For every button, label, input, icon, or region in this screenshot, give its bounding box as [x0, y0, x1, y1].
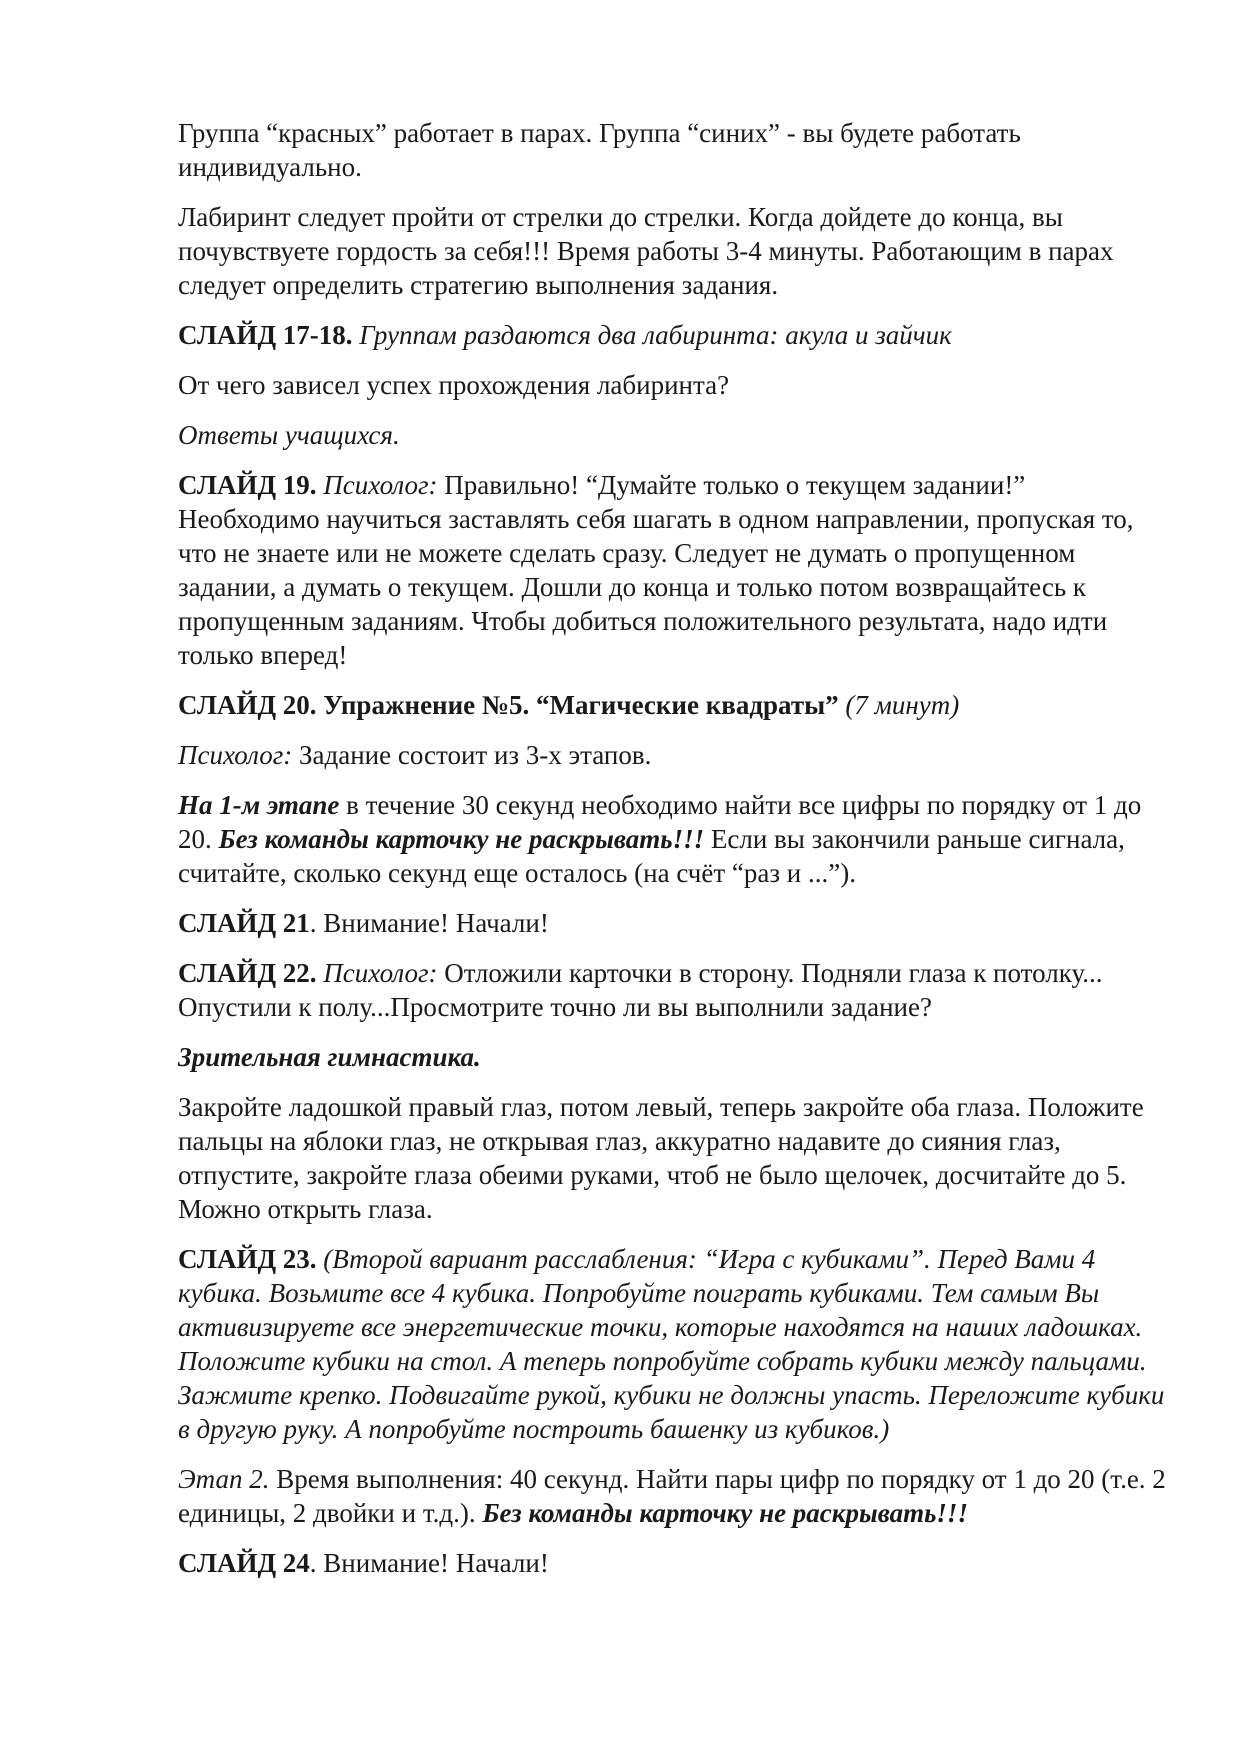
paragraph-text: . Внимание! Начали! — [309, 1548, 549, 1578]
paragraph-slide-19 — [178, 468, 1168, 672]
paragraph-text: в течение 30 секунд необходимо найти все цифры по порядку от 1 до 20. — [178, 790, 1142, 854]
paragraph-question — [178, 368, 1168, 402]
slide-label: СЛАЙД 23. — [178, 1244, 317, 1274]
paragraph-text: . Внимание! Начали! — [309, 908, 549, 938]
document-body — [178, 116, 1168, 1596]
exercise-heading: СЛАЙД 20. Упражнение №5. “Магические квадраты” — [178, 690, 839, 720]
paragraph-slide-24 — [178, 1546, 1168, 1580]
paragraph-text: Если вы закончили раньше сигнала, считайте, сколько секунд еще осталось (на счёт “раз и ...”). — [178, 824, 1125, 888]
paragraph-stage-2 — [178, 1462, 1168, 1530]
paragraph-labyrinth-instructions — [178, 200, 1168, 302]
paragraph-eye-gymnastics-heading — [178, 1040, 1168, 1074]
section-heading: Зрительная гимнастика. — [178, 1042, 481, 1072]
slide-label: СЛАЙД 19. — [178, 470, 317, 500]
slide-label: СЛАЙД 22. — [178, 958, 317, 988]
paragraph-student-answers — [178, 418, 1168, 452]
paragraph-stage-1 — [178, 788, 1168, 890]
stage-label: На 1-м этапе — [178, 790, 340, 820]
speaker-label: Психолог: — [316, 470, 438, 500]
paragraph-slide-22 — [178, 956, 1168, 1024]
paragraph-slide-17-18 — [178, 318, 1168, 352]
warning-text: Без команды карточку не раскрывать!!! — [218, 824, 705, 854]
paragraph-text: Лабиринт следует пройти от стрелки до стрелки. Когда дойдете до конца, вы почувствуете гордость за себя!!! Время работы 3-4 минуты. Работающим в парах следует определить стратегию выполнения задания. — [178, 202, 1114, 300]
paragraph-text: Закройте ладошкой правый глаз, потом левый, теперь закройте оба глаза. Положите пальцы на яблоки глаз, не открывая глаз, аккуратно надавите до сияния глаз, отпустите, закройте глаза обеими руками, чтоб не было щелочек, досчитайте до 5. Можно открыть глаза. — [178, 1092, 1144, 1224]
paragraph-slide-21 — [178, 906, 1168, 940]
paragraph-text: Задание состоит из 3-х этапов. — [292, 740, 652, 770]
paragraph-slide-23 — [178, 1242, 1168, 1446]
italic-text: Ответы учащихся. — [178, 420, 400, 450]
paragraph-eye-gymnastics — [178, 1090, 1168, 1226]
paragraph-text: Правильно! “Думайте только о текущем задании!” Необходимо научиться заставлять себя шагать в одном направлении, пропуская то, что не знаете или не можете сделать сразу. Следует не думать о пропущенном задании, а думать о текущем. Дошли до конца и только потом возвращайтесь к пропущенным заданиям. Чтобы добиться положительного результата, надо идти только вперед! — [178, 470, 1134, 670]
stage-label: Этап 2. — [178, 1464, 270, 1494]
paragraph-text: От чего зависел успех прохождения лабиринта? — [178, 370, 730, 400]
slide-label: СЛАЙД 17-18. — [178, 320, 353, 350]
paragraph-task-stages — [178, 738, 1168, 772]
paragraph-text: Время выполнения: 40 секунд. Найти пары цифр по порядку от 1 до 20 (т.е. 2 единицы, 2 двойки и т.д.). — [178, 1464, 1166, 1528]
slide-label: СЛАЙД 21 — [178, 908, 310, 938]
warning-text: Без команды карточку не раскрывать!!! — [482, 1498, 968, 1528]
paragraph-groups-intro — [178, 116, 1168, 184]
paragraph-slide-20 — [178, 688, 1168, 722]
italic-text: (Второй вариант расслабления: “Игра с кубиками”. Перед Вами 4 кубика. Возьмите все 4 кубика. Попробуйте поиграть кубиками. Тем самым Вы активизируете все энергетические точки, которые находятся на наших ладошках. Положите кубики на стол. А теперь попробуйте собрать кубики между пальцами. Зажмите крепко. Подвигайте рукой, кубики не должны упасть. Переложите кубики в другую руку. А попробуйте построить башенку из кубиков.) — [178, 1244, 1165, 1444]
duration-note: (7 минут) — [838, 690, 960, 720]
speaker-label: Психолог: — [316, 958, 438, 988]
paragraph-text: Группа “красных” работает в парах. Группа “синих” - вы будете работать индивидуально. — [178, 118, 1021, 182]
slide-label: СЛАЙД 24 — [178, 1548, 310, 1578]
paragraph-text: Отложили карточки в сторону. Подняли глаза к потолку... Опустили к полу...Просмотрите точно ли вы выполнили задание? — [178, 958, 1103, 1022]
italic-text: Группам раздаются два лабиринта: акула и зайчик — [352, 320, 952, 350]
speaker-label: Психолог: — [178, 740, 293, 770]
